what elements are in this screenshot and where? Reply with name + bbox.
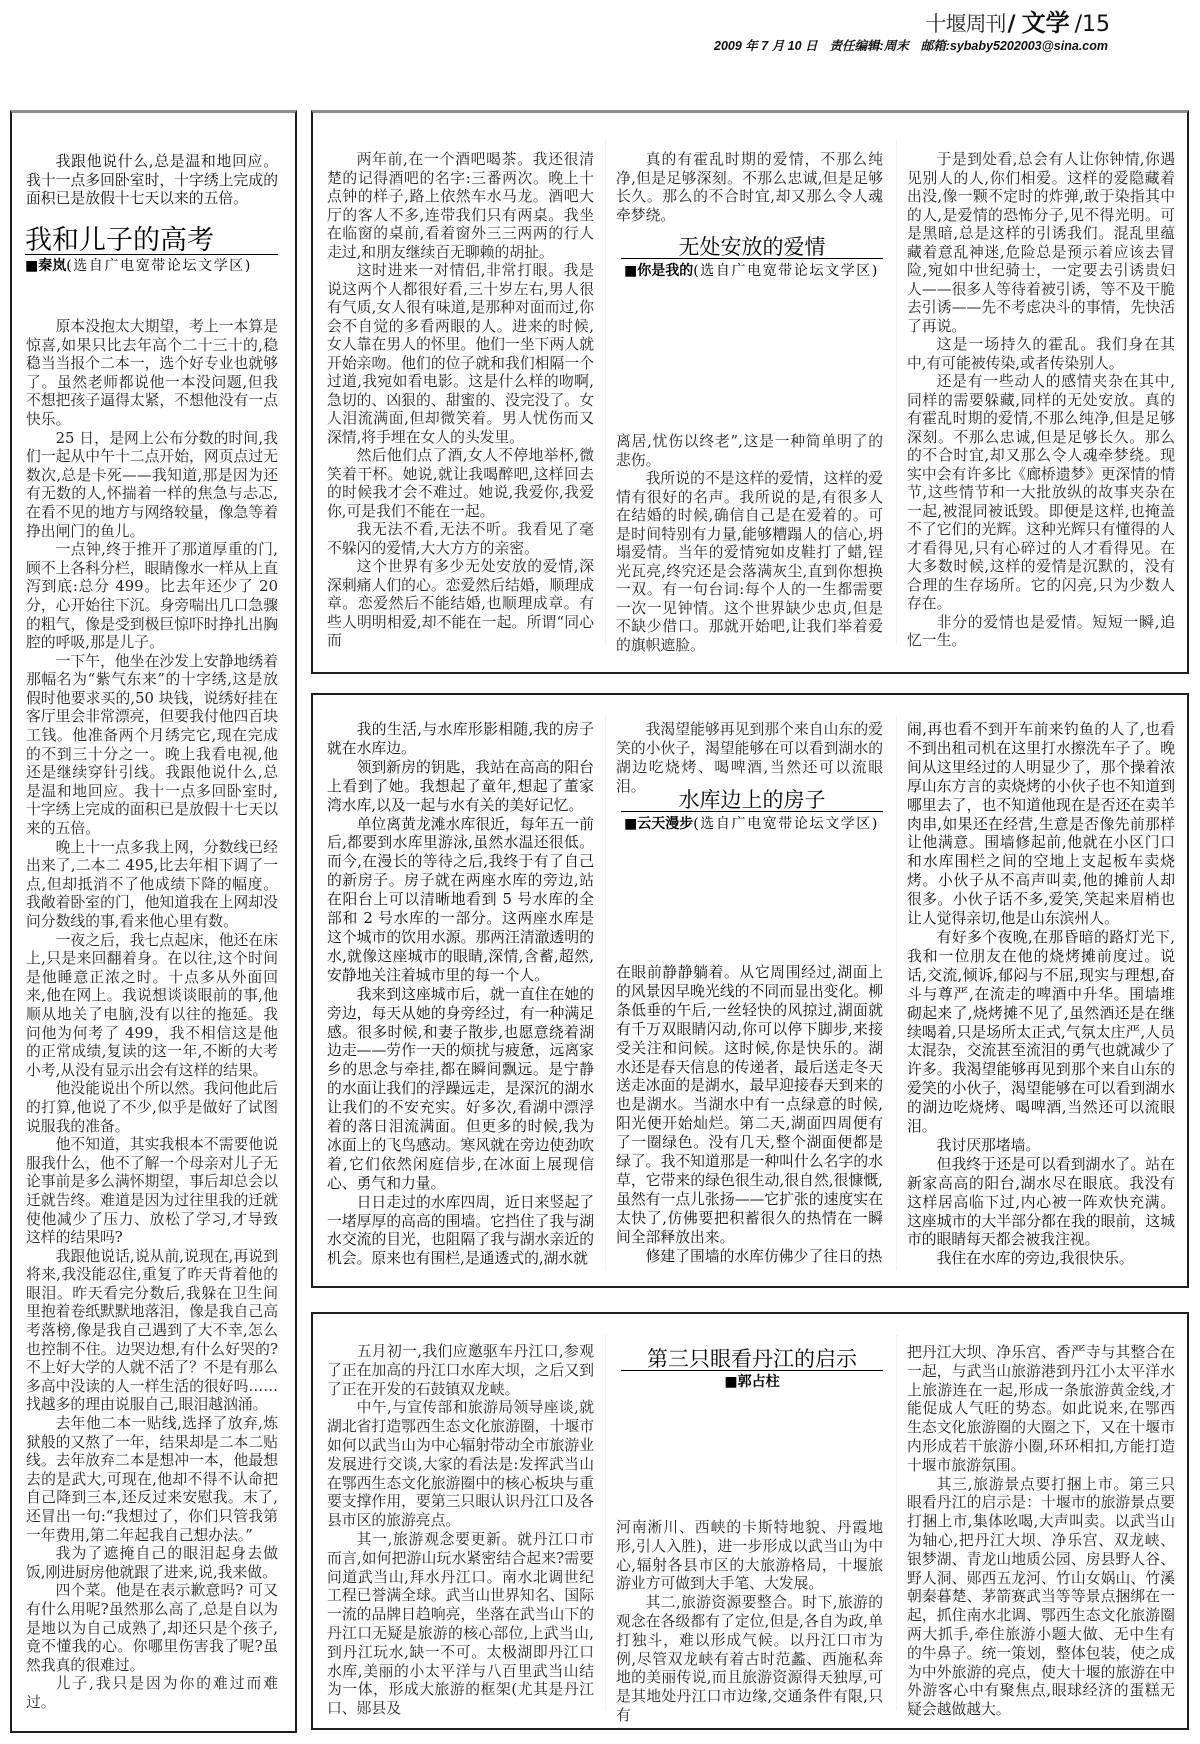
paragraph: 一夜之后，我七点起床，他还在床上,只是来回翻着身。在以往,这个时间是他睡意正浓之时。十点多从外面回来,他在网上。我说想谈谈眼前的事,他顺从地关了电脑,没有以往的拖延。我问他为何考了 499，我不相信这是他的正常成绩,复读的这一年,不断的大考小考,从没有显示出会有这样的结果。 <box>26 931 278 1079</box>
paragraph: 闹,再也看不到开车前来钓鱼的人了,也看不到出租司机在这里打水擦洗车子了。晚间从这里经过的人明显少了，那个操着浓厚山东方言的卖烧烤的小伙子也不知道到哪里去了，也不知道他现在是否还在卖羊肉串,如果还在经营,生意是否像先前那样让他满意。围墙修起前,他就在小区门口和水库围栏之间的空地上支起板车卖烧烤。小伙子从不高声叫卖,他的摊前人却很多。小伙子话不多,爱笑,笑起来眉梢也让人觉得亲切,他是山东滨州人。 <box>907 721 1175 928</box>
paragraph: 我的生活,与水库形影相随,我的房子就在水库边。 <box>327 721 594 757</box>
paragraph: 我讨厌那堵墙。 <box>936 1136 1041 1154</box>
paragraph: 修建了围墙的水库仿佛少了往日的热 <box>645 1247 883 1265</box>
section-name: 文学 <box>1021 8 1070 37</box>
byline-marker-icon: ■ <box>624 816 638 832</box>
pull-quote <box>616 151 883 227</box>
article-byline <box>25 258 252 274</box>
column-divider <box>896 715 897 1270</box>
article-title: 第三只眼看丹江的启示 <box>621 1348 883 1371</box>
column-divider <box>605 1335 606 1710</box>
paragraph: 日日走过的水库四周，近日来竖起了一堵厚厚的高高的围墙。它挡住了我与湖水交流的目光，也阻隔了我与湖水亲近的机会。原来也有围栏,是通透式的,湖水就 <box>327 1193 594 1268</box>
article-title: 水库边上的房子 <box>621 789 883 812</box>
article-title: 我和儿子的高考 <box>25 227 278 255</box>
byline-author: 秦岚 <box>38 258 67 274</box>
paragraph: 河南淅川、西峡的卡斯特地貌、丹霞地形,引人入胜)，进一步形成以武当山为中心,辐射各县市区的大旅游格局，十堰旅游业方可做到大手笔、大发展。 <box>616 1519 883 1593</box>
column-1 <box>327 721 594 1269</box>
paragraph: 其二,旅游资源要整合。时下,旅游的观念在各级都有了定位,但是,各自为政,单打独斗，难以形成气候。以丹江口市为例,尽管双龙峡有着古时范蠡、西施私奔地的美丽传说,而且旅游资源得天独厚,可是其地处丹江口市边缘,交通条件有限,只有 <box>616 1594 883 1724</box>
column-divider <box>605 715 606 1270</box>
article-intro <box>26 153 278 211</box>
paragraph: 儿子,我只是因为你的难过而难过。 <box>26 1675 278 1711</box>
byline-marker-icon: ■ <box>624 263 638 279</box>
paragraph: 他没能说出个所以然。我问他此后的打算,他说了不少,似乎是做好了试图说服我的准备。 <box>26 1080 278 1135</box>
column-3 <box>907 1344 1175 1719</box>
paragraph: 把丹江大坝、净乐宫、香严寺与其整合在一起，与武当山旅游港到丹江小太平洋水上旅游连在一起,形成一条旅游黄金线,才能促成人气旺的势态。如此说来,在鄂西生态文化旅游圈的大圈之下，又在十堰市内形成若干旅游小圈,环环相扣,方能打造十堰市旅游氛围。 <box>907 1344 1175 1474</box>
paragraph: 我无法不看,无法不听。我看见了毫不躲闪的爱情,大大方方的亲密。 <box>327 521 594 557</box>
paragraph: 非分的爱情也是爱情。短短一瞬,追忆一生。 <box>907 613 1175 649</box>
column-3 <box>907 721 1175 1269</box>
column-3 <box>907 151 1175 649</box>
paragraph: 四个菜。他是在表示歉意吗? 可又有什么用呢?虽然那么高了,总是自以为是地以为自己成熟了,却还只是个孩子,竟不懂我的心。你哪里伤害我了呢?虽然我真的很难过。 <box>26 1582 278 1674</box>
article-byline <box>624 263 879 279</box>
byline-author: 你是我的 <box>637 263 694 279</box>
paragraph: 我为了遮掩自己的眼泪起身去做饭,刚进厨房他就跟了进来,说,我来做。 <box>26 1545 278 1581</box>
article-byline <box>621 1374 883 1390</box>
byline-source: (选自广电宽带论坛文学区) <box>693 263 879 279</box>
paragraph: 这是一场持久的霍乱。我们身在其中,有可能被传染,或者传染别人。 <box>907 336 1175 372</box>
pull-quote-text: 我渴望能够再见到那个来自山东的爱笑的小伙子，渴望能够在可以看到湖水的湖边吃烧烤、喝啤酒,当然还可以流眼泪。 <box>616 721 883 795</box>
article-body <box>26 318 278 1723</box>
paragraph: 五月初一,我们应邀驱车丹江口,参观了正在加高的丹江口水库大坝，之后又到了正在开发的石鼓镇双龙峡。 <box>327 1343 594 1398</box>
paragraph: 他不知道，其实我根本不需要他说服我什么，他不了解一个母亲对儿子无论事前是多么满怀期望，事后却总会以迁就告终。难道是因为过往里我的迁就使他减少了压力、放松了学习,才导致这样的结果吗? <box>26 1136 278 1247</box>
paragraph: 中午,与宣传部和旅游局领导座谈,就湖北省打造鄂西生态文化旅游圈，十堰市如何以武当山为中心辐射带动全市旅游业发展进行交谈,大家的看法是:发挥武当山在鄂西生态文化旅游圈中的核心板块与重要支撑作用，要第三只眼认识丹江口及各县市区的旅游亮点。 <box>327 1399 594 1530</box>
column-1 <box>327 151 594 649</box>
paragraph: 一点钟,终于推开了那道厚重的门,顾不上各科分栏，眼睛像水一样从上直泻到底:总分 499。比去年还少了 20 分，心开始往下沉。身旁喘出几口急骤的粗气，像是受到极巨惊吓时挣扎出胸腔的呼吸,那是儿子。 <box>26 541 278 652</box>
pull-quote-text: 真的有霍乱时期的爱情，不那么纯净,但是足够深刻。不那么忠诚,但是足够长久。那么的不合时宜,却又那么令人魂牵梦绕。 <box>616 151 883 224</box>
paragraph: 晚上十一点多我上网，分数线已经出来了,二本二 495,比去年相下调了一点,但却抵消不了他成绩下降的幅度。我敞着卧室的门，他知道我在上网却没问分数线的事,看来他心里有数。 <box>26 838 278 930</box>
column-2 <box>616 964 883 1269</box>
masthead <box>926 9 1110 40</box>
byline-source: (选自广电宽带论坛文学区) <box>693 816 879 832</box>
column-2 <box>616 433 883 654</box>
byline-marker-icon: ■ <box>25 258 39 274</box>
paragraph: 离居,忧伤以终老”,这是一种简单明了的悲伤。 <box>616 433 883 469</box>
column-1 <box>327 1343 594 1718</box>
paragraph: 这个世界有多少无处安放的爱情,深深刺痛人们的心。恋爱然后结婚，顺理成章。恋爱然后不能结婚,也顺理成章。有些人明明相爱,却不能在一起。所谓“同心而 <box>327 558 594 649</box>
pull-quote <box>616 721 883 795</box>
article-title: 无处安放的爱情 <box>621 236 883 259</box>
column-divider <box>896 140 897 645</box>
editor-email: 邮箱:sybaby5202003@sina.com <box>920 39 1108 53</box>
paragraph: 但我终于还是可以看到湖水了。站在新家高高的阳台,湖水尽在眼底。我没有这样居高临下过,内心被一阵欢快充满。这座城市的大半部分都在我的眼前，这城市的眼睛每天都会被我注视。 <box>907 1155 1175 1249</box>
paragraph: 于是到处看,总会有人让你钟情,你遇见别人的人,你们相爱。这样的爱隐藏着出没,像一颗不定时的炸弹,敢于染指其中的人,是爱情的恐怖分子,见不得光明。可是黑暗,总是这样的引诱我们。混乱里蕴藏着意乱神迷,危险总是预示着应该去冒险,宛如中世纪骑士，一定要去引诱贵妇人——很多人等待着被引诱，等不及干脆去引诱——先不考虑决斗的事情，先快活了再说。 <box>907 151 1175 335</box>
paragraph: 其三,旅游景点要打捆上市。第三只眼看丹江的启示是：十堰市的旅游景点要打捆上市,集体吆喝,大声叫卖。以武当山为轴心,把丹江大坝、净乐宫、双龙峡、银梦湖、青龙山地质公园、房县野人谷、野人洞、郧西五龙河、竹山女娲山、竹溪朝秦暮楚、茅箭赛武当等等景点捆绑在一起，抓住南水北调、鄂西生态文化旅游圈两大抓手,牵住旅游小题大做、无中生有的牛鼻子。统一策划，整体包装，使之成为中外旅游的亮点，使大十堰的旅游在中外游客心中有聚焦点,眼球经济的蛋糕无疑会越做越大。 <box>907 1475 1175 1719</box>
paragraph: 有好多个夜晚,在那昏暗的路灯光下,我和一位朋友在他的烧烤摊前度过。说话,交流,倾诉,郁闷与不屈,现实与理想,奋斗与尊严,在流走的啤酒中升华。围墙堆砌起来了,烧烤摊不见了,虽然酒还是在继续喝着,只是场所太正式,气氛太庄严,人员太混杂，交流甚至流泪的勇气也就减少了许多。我渴望能够再见到那个来自山东的爱笑的小伙子，渴望能够在可以看到湖水的湖边吃烧烤、喝啤酒,当然还可以流眼泪。 <box>907 928 1175 1136</box>
column-2 <box>616 1519 883 1724</box>
byline-marker-icon: ■ <box>724 1374 738 1390</box>
paragraph: 一下午，他坐在沙发上安静地绣着那幅名为“紫气东来”的十字绣,这是放假时他要求买的,50 块钱，说绣好挂在客厅里会非常漂亮，但要我付他四百块工钱。他准备两个月绣完它,现在完成的不到三十分之一。晚上我看电视,他还是继续穿针引线。我跟他说什么,总是温和地回应。我十一点多回卧室时,十字绣上完成的面积已是放假十七天以来的五倍。 <box>26 652 278 838</box>
paragraph: 还是有一些动人的感情夹杂在其中,同样的需要躲藏,同样的无处安放。真的有霍乱时期的爱情,不那么纯净,但是足够深刻。不那么忠诚,但是足够长久。那么的不合时宜,却又那么令人魂牵梦绕。现实中会有许多比《廊桥遗梦》更深情的情节,这些情节和一大批放纵的故事夹杂在一起,被混同被诋毁。即便是这样,也掩盖不了它们的光辉。这种光辉只有懂得的人才看得见,只有心碎过的人才看得见。在大多数时候,这样的爱情是沉默的，没有合理的生存场所。它的闪亮,只为少数人存在。 <box>907 373 1175 612</box>
column-divider <box>605 140 606 645</box>
paragraph: 去年他二本一贴线,选择了放弃,炼狱般的又熬了一年，结果却是二本二贴线。去年放弃二本是想冲一本，他最想去的是武大,可现在,他却不得不认命把自己降到三本,还反过来安慰我。末了,还冒出一句:“我想过了，你们只管我第一年费用,第二年起我自己想办法。” <box>26 1415 278 1544</box>
paragraph: 单位离黄龙滩水库很近，每年五一前后,都要到水库里游泳,虽然水温还很低。而今,在漫长的等待之后,我终于有了自己的新房子。房子就在两座水库的旁边,站在阳台上可以清晰地看到 5 号水库的全部和 2 号水库的一部分。这两座水库是这个城市的饮用水源。那两汪清澈透明的水,就像这座城市的眼睛,深情,含蓄,超然,安静地关注着城市里的每一个人。 <box>327 815 594 984</box>
paragraph: 两年前,在一个酒吧喝茶。我还很清楚的记得酒吧的名字:三番两次。晚上十点钟的样子,路上依然车水马龙。酒吧大厅的客人不多,连带我们只有两桌。我坐在临窗的桌前,看着窗外三三两两的行人走过,和朋友继续百无聊赖的胡扯。 <box>327 151 594 261</box>
intro-paragraph: 我跟他说什么,总是温和地回应。我十一点多回卧室时，十字绣上完成的面积已是放假十七天以来的五倍。 <box>26 153 278 208</box>
byline-author: 云天漫步 <box>637 816 694 832</box>
issue-date: 2009 年 7 月 10 日 <box>714 39 818 53</box>
masthead-slash: / <box>1007 12 1016 37</box>
article-byline <box>624 816 879 832</box>
dateline <box>714 38 1108 54</box>
paragraph: 我来到这座城市后，就一直住在她的旁边，每天从她的身旁经过，有一种满足感。很多时候,和妻子散步,也愿意绕着湖边走——劳作一天的烦扰与疲惫，远离家乡的思念与牵挂,都在瞬间飘远。是宁静的水面让我们的浮躁远走，是深沉的湖水让我们的不安充实。好多次,看湖中漂浮着的落日泪流满面。但更多的时候,我为冰面上的飞鸟感动。寒风就在旁边使劲吹着,它们依然闲庭信步,在冰面上展现信心、勇气和力量。 <box>327 985 594 1192</box>
publication-name: 十堰周刊 <box>925 12 1006 36</box>
paragraph: 我住在水库的旁边,我很快乐。 <box>936 1250 1134 1268</box>
paragraph: 原本没抱太大期望，考上一本算是惊喜,如果只比去年高个二十三十的,稳稳当当报个二本一，选个好专业也就够了。虽然老师都说他一本没问题,但我不想把孩子逼得太紧，不想他没有一点快乐。 <box>26 318 278 428</box>
paragraph: 然后他们点了酒,女人不停地举杯,微笑着干杯。她说,就让我喝醉吧,这样回去的时候我才会不难过。她说,我爱你,我爱你,可是我们不能在一起。 <box>327 447 594 520</box>
paragraph: 其一,旅游观念要更新。就丹江口市而言,如何把游山玩水紧密结合起来?需要问道武当山,拜水丹江口。南水北调世纪工程已誉满全球。武当山世界知名、国际一流的品牌日趋响亮，坐落在武当山下的丹江口无疑是旅游的核心部位,上武当山,到丹江玩水,缺一不可。太极湖即丹江口水库,美丽的小太平洋与八百里武当山结为一体，形成大旅游的框架(尤其是丹江口、郧县及 <box>327 1530 594 1718</box>
byline-source: (选自广电宽带论坛文学区) <box>66 258 252 274</box>
column-divider <box>896 1335 897 1710</box>
paragraph: 这时进来一对情侣,非常打眼。我是说这两个人都很好看,三十岁左右,男人很有气质,女人很有味道,是那种对面而过,你会不自觉的多看两眼的人。进来的时候,女人靠在男人的怀里。他们一坐下两人就开始亲吻。他们的位子就和我们相隔一个过道,我宛如看电影。这是什么样的吻啊,急切的、凶狠的、甜蜜的、没完没了。女人泪流满面,但却微笑着。男人忧伤而又深情,将手埋在女人的头发里。 <box>327 262 594 446</box>
paragraph: 我跟他说话,说从前,说现在,再说到将来,我没能忍住,重复了昨天背着他的眼泪。昨天看完分数后,我躲在卫生间里抱着卷纸默默地落泪，像是我自己高考落榜,像是我自己遇到了大不幸,怎么也控制不住。边哭边想,有什么好哭的?不上好大学的人就不活了？不是有那么多高中没读的人一样生活的很好吗……找越多的理由说服自己,眼泪越汹涌。 <box>26 1247 278 1414</box>
editor-credit: 责任编辑:周末 <box>829 39 909 53</box>
paragraph: 在眼前静静躺着。从它周围经过,湖面上的风景因早晚光线的不同而显出变化。柳条低垂的午后,一丝轻快的风掠过,湖面就有千万双眼睛闪动,你可以停下脚步,来接受关注和问候。这时候,你是快乐的。湖水还是春天信息的传递者，最后送走冬天送走冰面的是湖水，最早迎接春天到来的也是湖水。当湖水中有一点绿意的时候,阳光便开始灿烂。第二天,湖面四周便有了一圈绿色。没有几天,整个湖面便都是绿了。我不知道那是一种叫什么名字的水草，它带来的绿色很生动,很自然,很慷慨,虽然有一点儿张扬——它扩张的速度实在太快了,仿佛要把积蓄很久的热情在一瞬间全部释放出来。 <box>616 964 883 1246</box>
byline-author: 郭占柱 <box>737 1374 780 1390</box>
paragraph: 领到新房的钥匙，我站在高高的阳台上看到了她。我想起了童年,想起了董家湾水库,以及一起与水有关的美好记忆。 <box>327 758 594 814</box>
paragraph: 25 日，是网上公布分数的时间,我们一起从中午十二点开始，网页点过无数次,总是卡死——我知道,那是因为还有无数的人,怀揣着一样的焦急与忐忑,在看不见的地方与网络较量，像急等着挣出闸门的鱼儿。 <box>26 429 278 540</box>
paragraph: 我所说的不是这样的爱情，这样的爱情有很好的名声。我所说的是,有很多人在结婚的时候,确信自己是在爱着的。可是时间特别有力量,能够糟蹋人的信心,坍塌爱情。当年的爱情宛如皮鞋打了蜡,锃光瓦亮,终究还是会落满灰尘,直到你想换一双。有一句台词:每个人的一生都需要一次一见钟情。这个世界缺少忠贞,但是不缺少借口。那就开始吧,让我们举着爱的旗帜遮脸。 <box>616 470 883 654</box>
page-number: /15 <box>1074 12 1110 37</box>
